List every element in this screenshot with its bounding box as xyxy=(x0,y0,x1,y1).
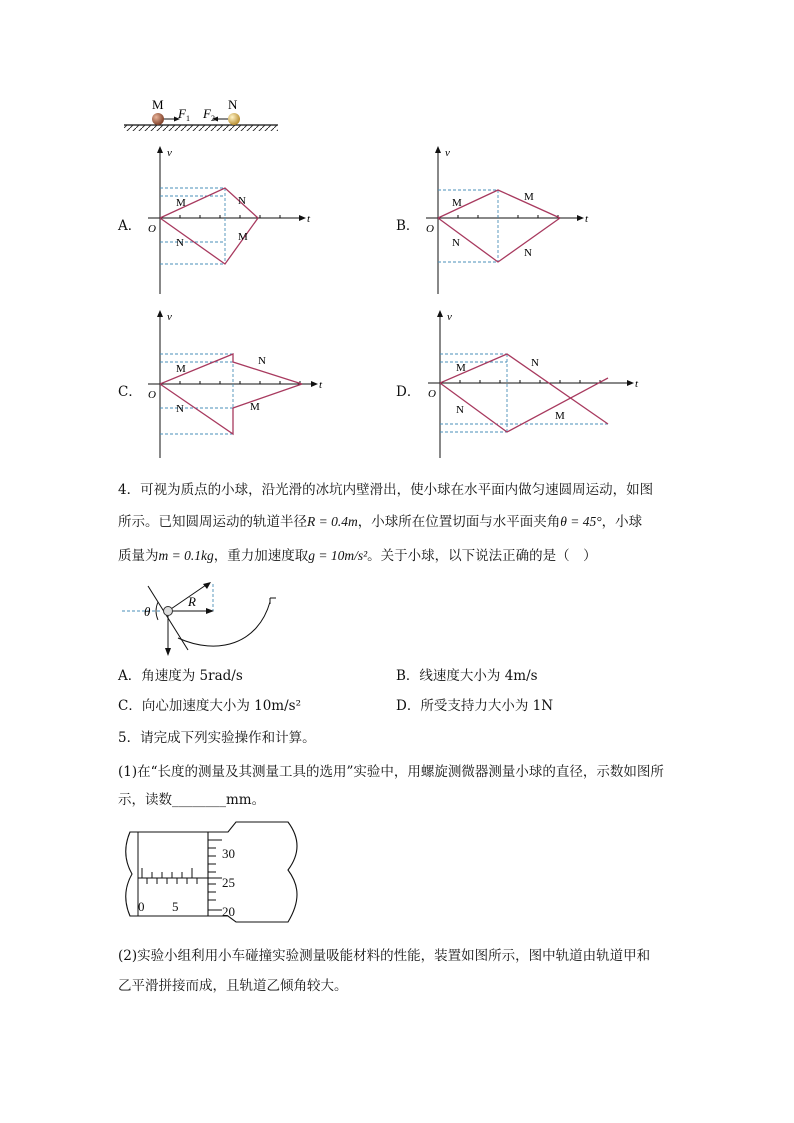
label-right-lower: M xyxy=(250,401,260,413)
origin-label: O xyxy=(148,223,156,235)
option-c-letter[interactable]: C． xyxy=(118,384,142,400)
label-upper: M xyxy=(456,362,466,374)
q4-line-1: 4．可视为质点的小球，沿光滑的冰坑内壁滑出，使小球在水平面内做匀速圆周运动，如图 xyxy=(118,482,654,498)
thimble-label-20: 20 xyxy=(222,904,235,919)
label-lower: N xyxy=(456,404,464,416)
option-d-letter[interactable]: D． xyxy=(396,384,421,400)
thimble-label-25: 25 xyxy=(222,875,235,890)
thimble-label-30: 30 xyxy=(222,846,235,861)
label-right-lower: M xyxy=(238,231,248,243)
label-upper: M xyxy=(176,197,186,209)
label-lower: N xyxy=(176,403,184,415)
axes xyxy=(148,146,306,294)
axis-v-label: v xyxy=(445,147,450,159)
q4-option-c[interactable]: C．向心加速度大小为 10m/s² xyxy=(118,698,301,714)
axis-t-label: t xyxy=(307,213,311,225)
axis-v-label: v xyxy=(167,311,172,323)
radius-label: R xyxy=(188,594,196,609)
option-b-letter[interactable]: B． xyxy=(396,218,420,234)
q5-part1-line1: (1)在“长度的测量及其测量工具的选用”实验中，用螺旋测微器测量小球的直径，示数如图所 xyxy=(118,764,664,780)
label-right-lower: M xyxy=(555,410,565,422)
graph-d[interactable] xyxy=(418,308,648,460)
q4-option-a[interactable]: A．角速度为 5rad/s xyxy=(118,668,243,684)
label-lower: N xyxy=(452,237,460,249)
axis-v-label: v xyxy=(167,147,172,159)
sleeve-label-5: 5 xyxy=(172,899,179,914)
ball-n xyxy=(228,113,240,125)
collision-figure xyxy=(118,92,288,140)
graph-b[interactable] xyxy=(418,144,598,296)
axis-t-label: t xyxy=(319,379,323,391)
q5-part2-line2: 乙平滑拼接而成，且轨道乙倾角较大。 xyxy=(118,978,348,994)
axes xyxy=(426,146,584,294)
graph-a[interactable] xyxy=(140,144,320,296)
axis-v-label: v xyxy=(447,311,452,323)
ball-n-label: N xyxy=(228,97,238,112)
ball-m xyxy=(152,113,164,125)
q4-angle: θ = 45° xyxy=(560,514,602,529)
q4-option-b[interactable]: B．线速度大小为 4m/s xyxy=(396,668,538,684)
label-right-upper: N xyxy=(258,355,266,367)
label-right-upper: N xyxy=(238,195,246,207)
q4-gravity: g = 10m/s² xyxy=(308,548,368,563)
q5-part2-line1: (2)实验小组利用小车碰撞实验测量吸能材料的性能，装置如图所示，图中轨道由轨道甲和 xyxy=(118,948,651,964)
ball xyxy=(164,607,173,616)
label-right-upper: N xyxy=(531,357,539,369)
q4-radius: R = 0.4m xyxy=(307,514,358,529)
q5-title: 5．请完成下列实验操作和计算。 xyxy=(118,730,316,746)
axes xyxy=(428,310,634,458)
q4-option-d[interactable]: D．所受支持力大小为 1N xyxy=(396,698,554,714)
ball-m-label: M xyxy=(152,97,164,112)
q4-line-3-part: ，重力加速度取 xyxy=(213,548,309,564)
micrometer-figure xyxy=(118,818,308,930)
q5-part1-line2: 示，读数________mm。 xyxy=(118,792,266,808)
axis-t-label: t xyxy=(585,213,589,225)
label-upper: M xyxy=(176,363,186,375)
q4-line-2-part: ，小球所在位置切面与水平面夹角 xyxy=(357,514,561,530)
q4-line-3-part: 质量为 xyxy=(118,548,159,564)
sleeve-label-0: 0 xyxy=(138,899,145,914)
origin-label: O xyxy=(428,388,436,400)
origin-label: O xyxy=(148,389,156,401)
label-lower: N xyxy=(176,237,184,249)
origin-label: O xyxy=(426,223,434,235)
option-a-letter[interactable]: A． xyxy=(118,218,142,234)
q4-line-2 xyxy=(118,512,642,532)
q4-line-2-part: ，小球 xyxy=(601,514,643,530)
force-f1-label: $F_1$ xyxy=(178,106,190,123)
force-f2-label: $F_2$ xyxy=(203,106,215,123)
graph-c[interactable] xyxy=(140,308,330,460)
q4-line-3 xyxy=(118,546,597,566)
q4-mass: m = 0.1kg xyxy=(158,548,214,563)
axis-t-label: t xyxy=(635,378,639,390)
q4-line-3-part: 。关于小球，以下说法正确的是（ ） xyxy=(367,548,597,564)
theta-label: θ xyxy=(144,604,151,619)
circular-motion-figure xyxy=(118,580,288,660)
q4-line-2-part: 所示。已知圆周运动的轨道半径 xyxy=(118,514,307,530)
label-right-upper: M xyxy=(524,191,534,203)
label-right-lower: N xyxy=(524,247,532,259)
label-upper: M xyxy=(452,197,462,209)
